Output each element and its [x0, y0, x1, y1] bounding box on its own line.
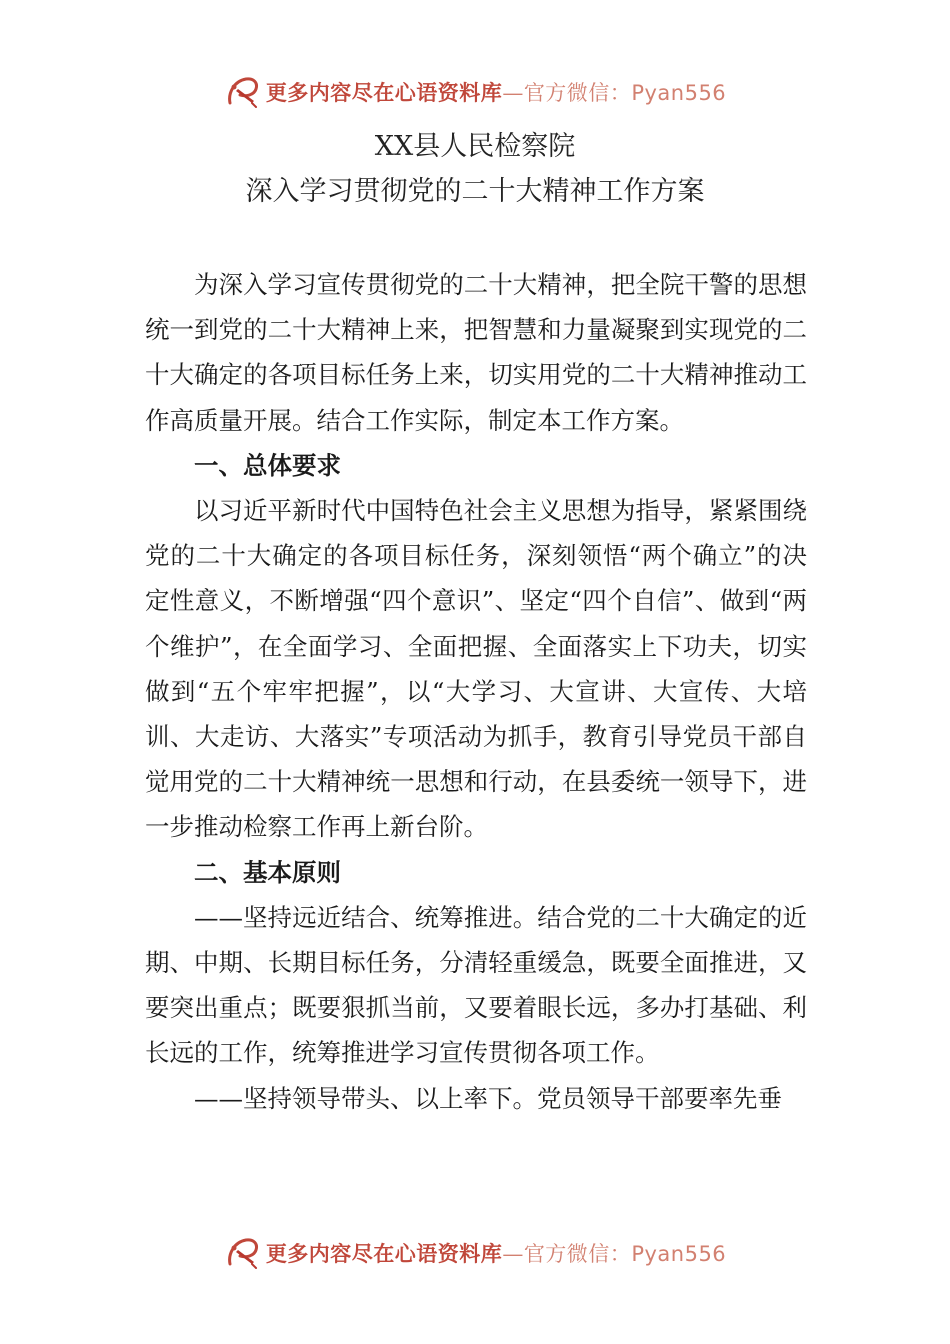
- banner-contact: Pyan556: [631, 81, 727, 105]
- section-2-heading: 二、基本原则: [194, 857, 341, 887]
- header-watermark-banner: [0, 72, 950, 112]
- pen-logo-icon: [224, 1234, 262, 1272]
- banner-text: [266, 77, 726, 107]
- banner-rest: —官方微信：: [502, 81, 632, 105]
- banner-rest: —官方微信：: [502, 1242, 632, 1266]
- section-1-paragraph: 以习近平新时代中国特色社会主义思想为指导，紧紧围绕党的二十大确定的各项目标任务，深刻领悟“两个确立”的决定性意义，不断增强“四个意识”、坚定“四个自信”、做到“两个维护”，在全面学习、全面把握、全面落实上下功夫，切实做到“五个牢牢把握”，以“大学习、大宣讲、大宣传、大培训、大走访、大落实”专项活动为抓手，教育引导党员干部自觉用党的二十大精神统一思想和行动，在县委统一领导下，进一步推动检察工作再上新台阶。: [145, 496, 807, 842]
- section-2-paragraph-2: ——坚持领导带头、以上率下。党员领导干部要率先垂: [194, 1083, 782, 1113]
- pen-logo-icon: [224, 73, 262, 111]
- banner-text: [266, 1238, 726, 1268]
- banner-lead: 更多内容尽在心语资料库: [265, 80, 503, 105]
- intro-paragraph: 为深入学习宣传贯彻党的二十大精神，把全院干警的思想统一到党的二十大精神上来，把智慧和力量凝聚到实现党的二十大确定的各项目标任务上来，切实用党的二十大精神推动工作高质量开展。结合工作实际，制定本工作方案。: [145, 270, 807, 435]
- document-title-line-2: 深入学习贯彻党的二十大精神工作方案: [245, 176, 705, 207]
- document-title-line-1: XX县人民检察院: [374, 131, 576, 162]
- banner-contact: Pyan556: [631, 1242, 727, 1266]
- section-1-heading: 一、总体要求: [194, 450, 341, 480]
- banner-lead: 更多内容尽在心语资料库: [265, 1241, 503, 1266]
- section-2-paragraph-1: ——坚持远近结合、统筹推进。结合党的二十大确定的近期、中期、长期目标任务，分清轻重缓急，既要全面推进，又要突出重点；既要狠抓当前，又要着眼长远，多办打基础、利长远的工作，统筹推进学习宣传贯彻各项工作。: [145, 902, 807, 1068]
- footer-watermark-banner: [0, 1233, 950, 1273]
- document-body: [145, 262, 807, 1121]
